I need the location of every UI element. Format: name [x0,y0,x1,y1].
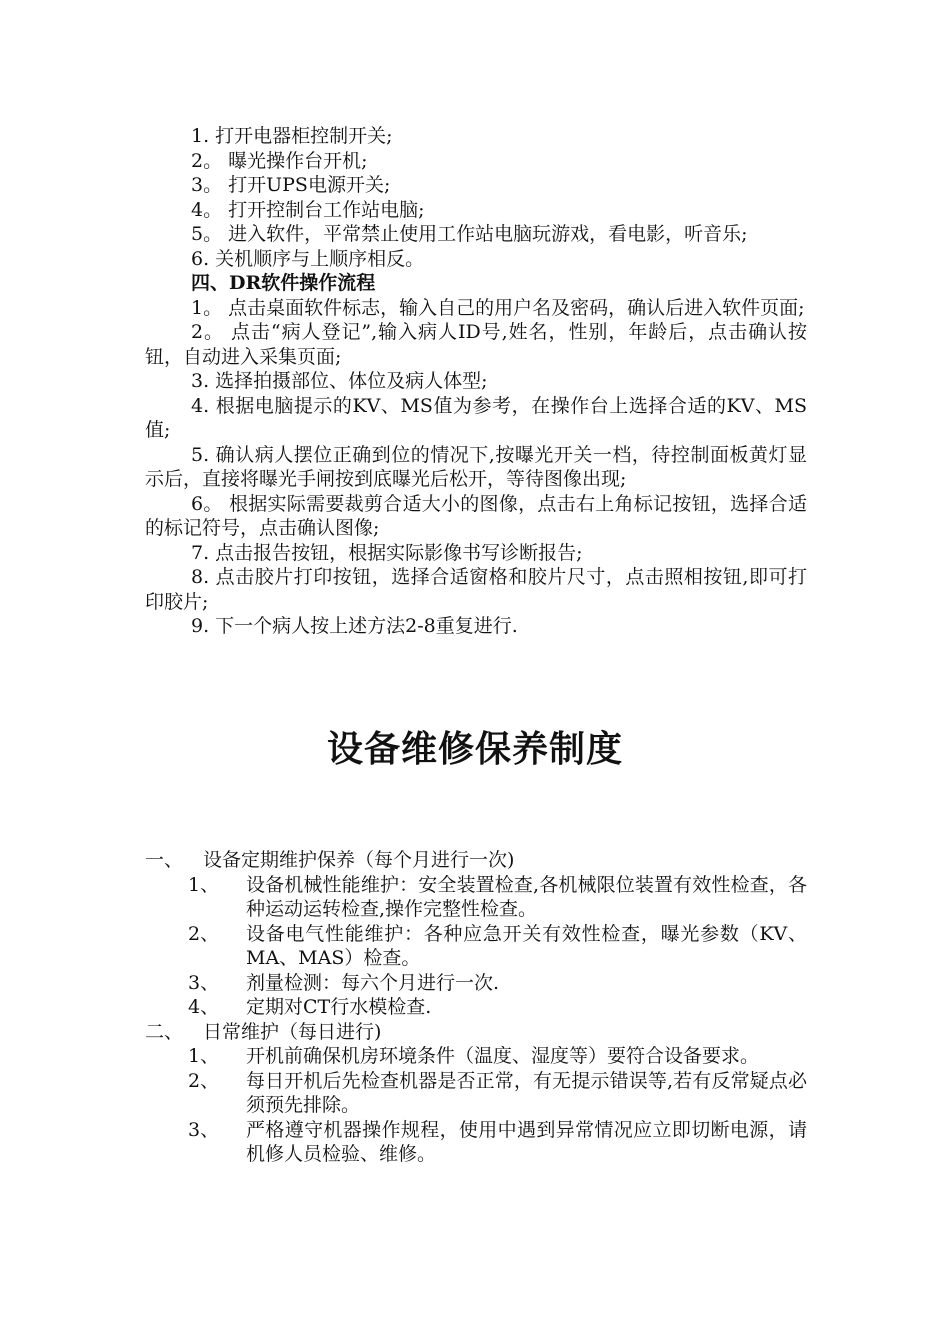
item-text: 定期对CT行水模检查. [246,996,432,1018]
item-text: 剂量检测：每六个月进行一次. [246,971,500,994]
list-item [145,995,807,1020]
dr-step-8: 8. 点击胶片打印按钮，选择合适窗格和胶片尺寸，点击照相按钮,即可打印胶片; [145,566,807,613]
item-number: 1、 [188,873,220,896]
startup-step-2: 2。 曝光操作台开机; [191,149,368,172]
maintenance-block [145,848,807,1167]
list-item [145,1118,807,1167]
section-heading [145,1020,807,1045]
maintenance-title: 设备维修保养制度 [326,729,623,770]
startup-step-5: 5。 进入软件，平常禁止使用工作站电脑玩游戏，看电影，听音乐; [191,223,748,245]
dr-step-7: 7. 点击报告按钮，根据实际影像书写诊断报告; [191,541,583,564]
dr-step-3: 3. 选择拍摄部位、体位及病人体型; [191,370,488,392]
dr-step-6: 6。 根据实际需要裁剪合适大小的图像，点击右上角标记按钮，选择合适的标记符号，点击确认图像; [145,492,807,539]
item-number: 2、 [188,1069,220,1092]
item-text: 每日开机后先检查机器是否正常，有无提示错误等,若有反常疑点必须预先排除。 [246,1069,807,1116]
dr-step-5: 5. 确认病人摆位正确到位的情况下,按曝光开关一档，待控制面板黄灯显示后，直接将曝光手闸按到底曝光后松开，等待图像出现; [145,443,807,490]
startup-step-3: 3。 打开UPS电源开关; [191,174,391,196]
dr-step-2: 2。 点击“病人登记”,输入病人ID号,姓名，性别，年龄后，点击确认按钮，自动进入采集页面; [145,321,807,368]
procedure-block [145,124,807,639]
item-number: 3、 [188,971,220,994]
dr-step-1: 1。 点击桌面软件标志，输入自己的用户名及密码，确认后进入软件页面; [191,296,805,319]
dr-heading: 四、DR软件操作流程 [191,272,376,294]
item-text: 设备电气性能维护：各种应急开关有效性检查，曝光参数（KV、MA、MAS）检查。 [246,922,807,969]
item-number: 4、 [188,996,220,1018]
section-number: 二、 [145,1020,184,1043]
startup-step-4: 4。 打开控制台工作站电脑; [191,198,425,221]
list-item [145,873,807,922]
dr-step-4: 4. 根据电脑提示的KV、MS值为参考，在操作台上选择合适的KV、MS值; [145,394,807,441]
section-number: 一、 [145,849,184,871]
item-number: 3、 [188,1118,220,1141]
list-item [145,1069,807,1118]
item-number: 2、 [188,922,220,945]
item-text: 设备机械性能维护：安全装置检查,各机械限位装置有效性检查，各种运动运转检查,操作完整性检查。 [246,873,807,920]
item-text: 开机前确保机房环境条件（温度、湿度等）要符合设备要求。 [246,1045,760,1067]
section-heading [145,848,807,873]
list-item [145,971,807,996]
list-item [145,922,807,971]
dr-step-9: 9. 下一个病人按上述方法2-8重复进行. [191,615,518,637]
startup-step-1: 1. 打开电器柜控制开关; [191,125,393,147]
startup-step-6: 6. 关机顺序与上顺序相反。 [191,247,425,270]
section-text: 设备定期维护保养（每个月进行一次) [203,849,515,871]
item-number: 1、 [188,1045,220,1067]
item-text: 严格遵守机器操作规程，使用中遇到异常情况应立即切断电源，请机修人员检验、维修。 [246,1118,807,1165]
list-item [145,1044,807,1069]
section-text: 日常维护（每日进行) [203,1020,382,1043]
